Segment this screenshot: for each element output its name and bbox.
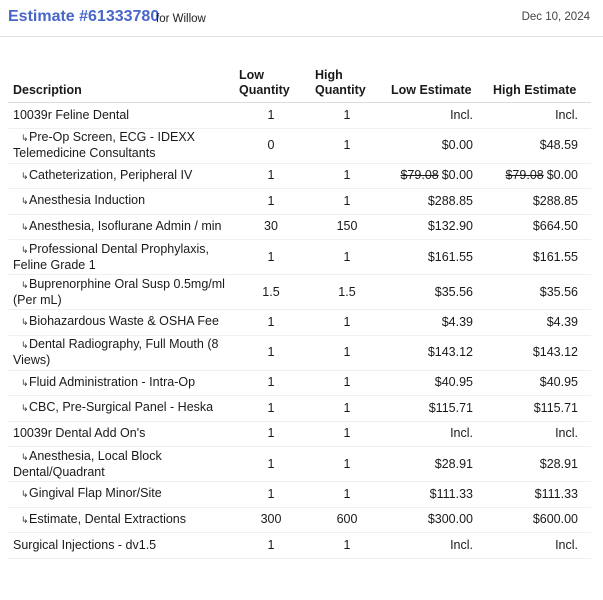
low-quantity: 1 xyxy=(267,314,275,329)
high-estimate: $0.00 xyxy=(546,168,578,183)
line-item-description-cell xyxy=(8,396,233,422)
sub-item-arrow-icon: ↳ xyxy=(21,489,29,500)
line-item-description: Surgical Injections - dv1.5 xyxy=(13,537,157,552)
high-estimate: $40.95 xyxy=(539,375,578,390)
high-estimate: $35.56 xyxy=(539,284,578,299)
high-quantity-cell xyxy=(309,189,385,215)
high-estimate-cell xyxy=(487,275,591,310)
low-quantity-cell xyxy=(233,214,309,240)
sub-item-arrow-icon: ↳ xyxy=(21,170,29,181)
line-item-description-cell xyxy=(8,447,233,482)
high-quantity-cell xyxy=(309,103,385,129)
low-quantity: 1 xyxy=(267,400,275,415)
column-header-low-estimate: Low Estimate xyxy=(385,64,487,103)
low-quantity-cell xyxy=(233,507,309,533)
low-estimate: $40.95 xyxy=(434,375,473,390)
sub-item-arrow-icon: ↳ xyxy=(21,196,29,207)
low-estimate-cell xyxy=(385,163,487,189)
high-estimate-cell xyxy=(487,370,591,396)
line-item-description-cell xyxy=(8,482,233,508)
low-estimate: $161.55 xyxy=(427,249,473,264)
sub-item-arrow-icon: ↳ xyxy=(21,133,29,143)
low-estimate: $28.91 xyxy=(434,456,473,471)
low-quantity: 300 xyxy=(260,512,282,527)
high-quantity-cell xyxy=(309,310,385,336)
low-estimate: $0.00 xyxy=(441,138,473,152)
line-item-description-cell xyxy=(8,310,233,336)
high-estimate-cell xyxy=(487,396,591,422)
low-quantity: 30 xyxy=(264,219,278,234)
low-quantity: 0 xyxy=(267,138,275,152)
high-estimate-cell xyxy=(487,240,591,275)
estimate-title[interactable]: Estimate #61333780 xyxy=(8,8,160,25)
high-estimate: $48.59 xyxy=(539,138,578,152)
high-quantity-cell xyxy=(309,275,385,310)
line-item-description: Buprenorphine Oral Susp 0.5mg/ml (Per mL) xyxy=(13,276,225,307)
low-quantity: 1 xyxy=(267,107,275,122)
line-item-description-cell xyxy=(8,370,233,396)
table-row xyxy=(8,533,591,559)
line-item-description-cell xyxy=(8,189,233,215)
low-estimate-cell xyxy=(385,396,487,422)
table-row xyxy=(8,189,591,215)
column-header-description: Description xyxy=(8,64,233,103)
low-quantity-cell xyxy=(233,103,309,129)
low-estimate: $35.56 xyxy=(434,284,473,299)
high-quantity: 1 xyxy=(343,193,351,208)
low-estimate-cell xyxy=(385,507,487,533)
sub-item-arrow-icon: ↳ xyxy=(21,244,29,255)
high-estimate: $28.91 xyxy=(539,456,578,471)
high-quantity: 1 xyxy=(343,107,351,122)
low-estimate-cell xyxy=(385,370,487,396)
high-estimate: $288.85 xyxy=(532,193,578,208)
low-estimate-original-price: $79.08 xyxy=(400,168,439,183)
high-estimate-cell xyxy=(487,507,591,533)
high-estimate: Incl. xyxy=(555,426,578,441)
table-row xyxy=(8,421,591,447)
low-quantity: 1 xyxy=(267,486,275,501)
high-estimate: Incl. xyxy=(555,537,578,552)
estimate-header xyxy=(0,0,603,37)
low-estimate-cell xyxy=(385,533,487,559)
line-item-description-cell xyxy=(8,507,233,533)
high-quantity: 600 xyxy=(336,512,358,527)
table-row xyxy=(8,370,591,396)
sub-item-arrow-icon: ↳ xyxy=(21,514,29,525)
table-row xyxy=(8,214,591,240)
low-quantity: 1 xyxy=(267,193,275,208)
high-quantity: 1 xyxy=(343,138,351,152)
high-estimate-cell xyxy=(487,128,591,163)
table-row xyxy=(8,275,591,310)
line-item-description-cell xyxy=(8,421,233,447)
high-quantity-cell xyxy=(309,335,385,370)
high-quantity-cell xyxy=(309,214,385,240)
low-quantity-cell xyxy=(233,240,309,275)
line-item-description: Fluid Administration - Intra-Op xyxy=(29,374,196,389)
line-item-description: Catheterization, Peripheral IV xyxy=(29,167,193,182)
high-quantity: 1 xyxy=(343,249,351,264)
high-quantity-cell xyxy=(309,533,385,559)
low-estimate-cell xyxy=(385,103,487,129)
line-item-description-cell xyxy=(8,128,233,163)
low-quantity: 1 xyxy=(267,249,275,264)
table-row xyxy=(8,447,591,482)
low-quantity: 1 xyxy=(267,345,275,359)
high-estimate: $111.33 xyxy=(534,486,578,501)
low-estimate: $4.39 xyxy=(441,314,473,329)
line-item-description: Anesthesia, Isoflurane Admin / min xyxy=(29,218,222,233)
high-quantity-cell xyxy=(309,482,385,508)
line-item-description-cell xyxy=(8,335,233,370)
estimate-table xyxy=(8,64,591,559)
high-estimate-cell xyxy=(487,421,591,447)
low-estimate: Incl. xyxy=(450,107,473,122)
low-quantity: 1 xyxy=(267,456,275,471)
low-estimate: $300.00 xyxy=(427,512,473,527)
low-quantity-cell xyxy=(233,189,309,215)
high-quantity-cell xyxy=(309,240,385,275)
line-item-description: Gingival Flap Minor/Site xyxy=(29,486,162,501)
table-row xyxy=(8,507,591,533)
high-quantity-cell xyxy=(309,396,385,422)
low-quantity: 1 xyxy=(267,375,275,390)
high-estimate-cell xyxy=(487,482,591,508)
low-estimate-cell xyxy=(385,240,487,275)
low-quantity-cell xyxy=(233,163,309,189)
high-quantity: 150 xyxy=(336,219,358,234)
low-quantity-cell xyxy=(233,533,309,559)
line-item-description: Dental Radiography, Full Mouth (8 Views) xyxy=(13,337,219,367)
table-row xyxy=(8,482,591,508)
low-estimate: $115.71 xyxy=(428,400,473,415)
high-estimate-cell xyxy=(487,103,591,129)
low-estimate-cell xyxy=(385,310,487,336)
high-estimate-cell xyxy=(487,335,591,370)
column-header-high-quantity: High Quantity xyxy=(309,64,385,103)
high-estimate: $4.39 xyxy=(546,314,578,329)
line-item-description-cell xyxy=(8,240,233,275)
sub-item-arrow-icon: ↳ xyxy=(21,279,29,290)
low-estimate-cell xyxy=(385,421,487,447)
line-item-description: 10039r Dental Add On's xyxy=(13,426,146,441)
low-quantity-cell xyxy=(233,310,309,336)
high-estimate: $600.00 xyxy=(532,512,578,527)
low-quantity: 1 xyxy=(267,537,275,552)
high-quantity-cell xyxy=(309,447,385,482)
line-item-description: Anesthesia, Local Block Dental/Quadrant xyxy=(13,448,162,479)
line-item-description: CBC, Pre-Surgical Panel - Heska xyxy=(29,400,214,415)
table-row xyxy=(8,335,591,370)
high-quantity: 1 xyxy=(343,426,351,441)
estimate-date: Dec 10, 2024 xyxy=(521,11,590,23)
low-quantity: 1 xyxy=(267,426,275,441)
high-quantity: 1 xyxy=(343,375,351,390)
high-estimate: $161.55 xyxy=(532,249,578,264)
low-quantity-cell xyxy=(233,370,309,396)
table-row xyxy=(8,128,591,163)
low-quantity-cell xyxy=(233,275,309,310)
high-quantity: 1 xyxy=(343,400,351,415)
high-estimate: $664.50 xyxy=(532,219,578,234)
table-row xyxy=(8,396,591,422)
high-quantity-cell xyxy=(309,128,385,163)
high-quantity: 1 xyxy=(343,314,351,329)
sub-item-arrow-icon: ↳ xyxy=(21,451,29,462)
table-row xyxy=(8,163,591,189)
high-estimate: $115.71 xyxy=(533,400,578,415)
low-estimate-cell xyxy=(385,214,487,240)
low-quantity-cell xyxy=(233,421,309,447)
patient-name: for Willow xyxy=(156,13,206,25)
line-item-description: Professional Dental Prophylaxis, Feline Grade 1 xyxy=(13,241,209,272)
line-item-description-cell xyxy=(8,214,233,240)
low-estimate: $132.90 xyxy=(427,219,473,234)
high-estimate: Incl. xyxy=(555,107,578,122)
low-estimate-cell xyxy=(385,447,487,482)
high-quantity: 1 xyxy=(343,456,351,471)
table-header-row xyxy=(8,64,591,103)
high-quantity: 1 xyxy=(343,537,351,552)
high-quantity: 1 xyxy=(343,345,351,359)
high-estimate-cell xyxy=(487,533,591,559)
line-item-description: Pre-Op Screen, ECG - IDEXX Telemedicine Consultants xyxy=(13,130,196,160)
low-estimate: $288.85 xyxy=(427,193,473,208)
high-estimate-cell xyxy=(487,447,591,482)
high-quantity: 1 xyxy=(343,486,351,501)
low-estimate: Incl. xyxy=(450,537,473,552)
low-estimate-cell xyxy=(385,189,487,215)
table-row xyxy=(8,310,591,336)
high-quantity-cell xyxy=(309,370,385,396)
line-item-description: 10039r Feline Dental xyxy=(13,107,130,122)
high-quantity: 1 xyxy=(343,168,351,183)
low-quantity: 1.5 xyxy=(262,284,280,299)
low-quantity-cell xyxy=(233,482,309,508)
column-header-low-quantity: Low Quantity xyxy=(233,64,309,103)
estimate-rows xyxy=(8,103,591,559)
sub-item-arrow-icon: ↳ xyxy=(21,317,29,328)
low-estimate-cell xyxy=(385,128,487,163)
table-row xyxy=(8,103,591,129)
high-estimate-cell xyxy=(487,214,591,240)
high-quantity: 1.5 xyxy=(338,284,356,299)
line-item-description: Estimate, Dental Extractions xyxy=(29,511,187,526)
low-estimate: $111.33 xyxy=(429,486,473,501)
line-item-description-cell xyxy=(8,533,233,559)
table-row xyxy=(8,240,591,275)
low-estimate-cell xyxy=(385,482,487,508)
line-item-description: Biohazardous Waste & OSHA Fee xyxy=(29,314,219,329)
low-quantity-cell xyxy=(233,396,309,422)
sub-item-arrow-icon: ↳ xyxy=(21,403,29,414)
high-estimate-cell xyxy=(487,189,591,215)
low-estimate: Incl. xyxy=(450,426,473,441)
high-quantity-cell xyxy=(309,507,385,533)
high-quantity-cell xyxy=(309,421,385,447)
high-estimate: $143.12 xyxy=(532,345,578,359)
high-estimate-cell xyxy=(487,163,591,189)
high-quantity-cell xyxy=(309,163,385,189)
column-header-high-estimate: High Estimate xyxy=(487,64,591,103)
high-estimate-original-price: $79.08 xyxy=(505,168,544,183)
sub-item-arrow-icon: ↳ xyxy=(21,221,29,232)
sub-item-arrow-icon: ↳ xyxy=(21,377,29,388)
line-item-description: Anesthesia Induction xyxy=(29,193,146,208)
line-item-description-cell xyxy=(8,163,233,189)
low-quantity: 1 xyxy=(267,168,275,183)
line-item-description-cell xyxy=(8,275,233,310)
low-quantity-cell xyxy=(233,447,309,482)
low-estimate: $0.00 xyxy=(441,168,473,183)
low-quantity-cell xyxy=(233,128,309,163)
low-estimate: $143.12 xyxy=(427,345,473,359)
line-item-description-cell xyxy=(8,103,233,129)
low-estimate-cell xyxy=(385,275,487,310)
low-quantity-cell xyxy=(233,335,309,370)
sub-item-arrow-icon: ↳ xyxy=(21,340,29,350)
high-estimate-cell xyxy=(487,310,591,336)
low-estimate-cell xyxy=(385,335,487,370)
